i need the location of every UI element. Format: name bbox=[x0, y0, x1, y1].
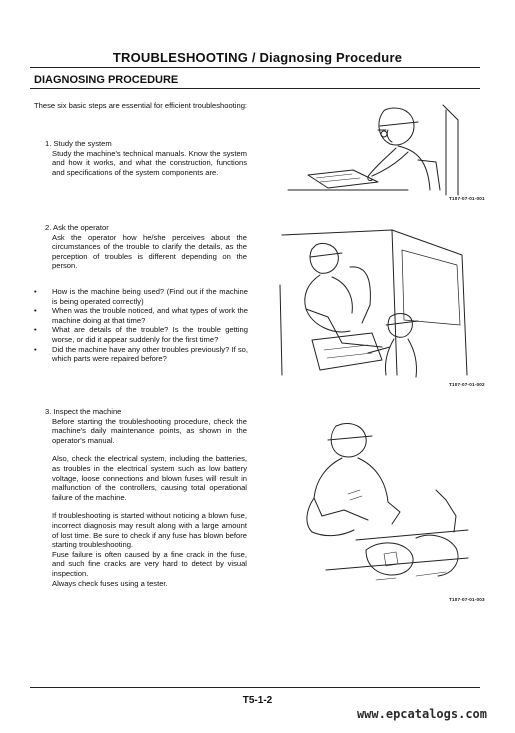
step-2-body: Ask the operator how he/she perceives about the circumstances of the trouble to clarify the details, as the perception of troubles is different depending on the person. bbox=[52, 232, 247, 271]
bullet-glyph: • bbox=[34, 344, 37, 354]
figure-code: T107-07-01-003 bbox=[449, 597, 485, 602]
step-3-paragraph: Fuse failure is often caused by a fine crack in the fuse, and such fine cracks are very hard to detect by visual inspection. bbox=[52, 549, 247, 578]
step-2 bbox=[45, 223, 247, 271]
step-1-body: Study the machine's technical manuals. Know the system and how it works, and what the construction, functions and specifications of the system components are. bbox=[52, 148, 247, 177]
list-item: • When was the trouble noticed, and what types of work the machine doing at that time? bbox=[34, 306, 248, 325]
step-3 bbox=[45, 407, 247, 588]
step-3-title: 3. Inspect the machine bbox=[45, 407, 122, 416]
step-3-paragraph: Before starting the troubleshooting procedure, check the machine's daily maintenance points, as shown in the operator's manual. bbox=[52, 416, 247, 445]
list-item: • What are details of the trouble? Is the trouble getting worse, or did it appear suddenly for the first time? bbox=[34, 325, 248, 344]
bullet-glyph: • bbox=[34, 325, 37, 335]
list-item: • Did the machine have any other troubles previously? If so, which parts were repaired before? bbox=[34, 344, 248, 364]
step-3-paragraph: Also, check the electrical system, including the batteries, as troubles in the electrical system such as low battery voltage, loose connections and blown fuses will result in malfunction of the controllers, causing total operational failure of the machine. bbox=[52, 454, 247, 502]
list-item: • How is the machine being used? (Find out if the machine is being operated correctly) bbox=[34, 287, 248, 306]
footer-rule bbox=[30, 687, 480, 688]
step-1 bbox=[45, 139, 247, 177]
figure-code: T107-07-01-001 bbox=[449, 196, 485, 201]
bullet-glyph: • bbox=[34, 306, 37, 316]
figure-code: T107-07-01-002 bbox=[449, 382, 485, 387]
operator-questions-list bbox=[34, 287, 248, 364]
page-header-title: TROUBLESHOOTING / Diagnosing Procedure bbox=[112, 50, 403, 65]
section-rule bbox=[30, 88, 480, 89]
header-rule bbox=[30, 67, 480, 68]
step-3-paragraph: If troubleshooting is started without noticing a blown fuse, incorrect diagnosis may result along with a large amount of lost time. Be sure to check if any fuse has blown before starting troubleshooting. bbox=[52, 511, 247, 550]
intro-text: These six basic steps are essential for efficient troubleshooting: bbox=[34, 101, 248, 110]
illustration-study-system bbox=[268, 100, 468, 200]
section-title: DIAGNOSING PROCEDURE bbox=[34, 74, 179, 86]
step-1-title: 1. Study the system bbox=[45, 139, 112, 148]
watermark: www.epcatalogs.com bbox=[356, 707, 487, 721]
illustration-inspect-machine bbox=[296, 420, 470, 595]
illustration-ask-operator bbox=[272, 225, 472, 382]
page-number: T5-1-2 bbox=[242, 695, 273, 706]
step-2-title: 2. Ask the operator bbox=[45, 223, 109, 232]
bullet-glyph: • bbox=[34, 287, 37, 296]
step-3-paragraph: Always check fuses using a tester. bbox=[52, 578, 168, 588]
